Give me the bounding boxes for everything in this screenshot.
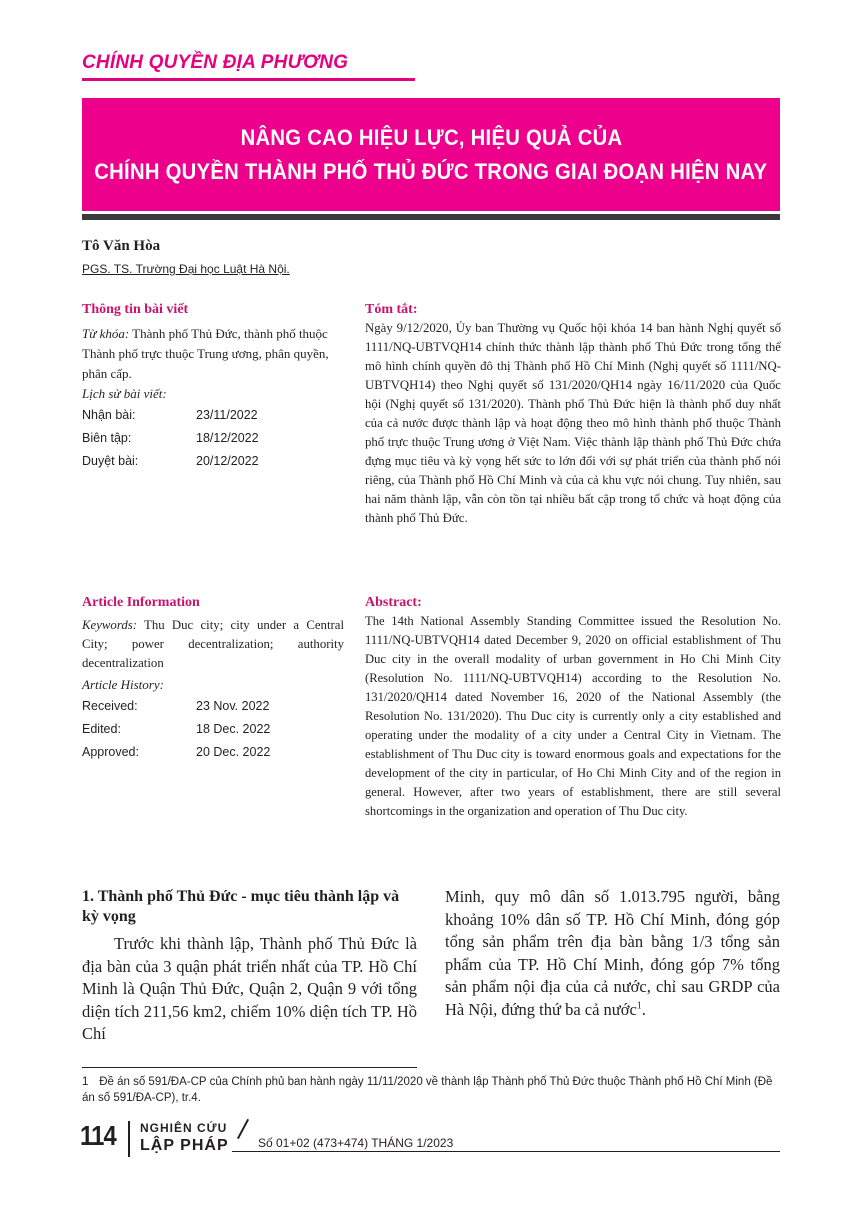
history-vi-row [82, 450, 344, 473]
abstract-vi [365, 300, 781, 528]
footnote-rule [82, 1067, 417, 1068]
keywords-en-text: Thu Duc city; city under a Central City; power decentralization; authority decentralization [82, 618, 344, 670]
title-box [82, 98, 780, 211]
footer-divider [128, 1121, 130, 1157]
article-info-en [82, 593, 344, 764]
history-vi-row-date: 20/12/2022 [196, 454, 259, 468]
footnote [82, 1074, 780, 1106]
section-label: CHÍNH QUYỀN ĐỊA PHƯƠNG [82, 52, 349, 73]
footnote-number: 1 [82, 1076, 89, 1088]
keywords-vi [82, 324, 344, 384]
issue-info: Số 01+02 (473+474) THÁNG 1/2023 [258, 1136, 454, 1150]
body-right-text: Minh, quy mô dân số 1.013.795 người, bằng khoảng 10% dân số TP. Hồ Chí Minh, đóng góp tổng sản phẩm trên địa bàn bằng 1/3 tổng sản phẩm của TP. Hồ Chí Minh, đóng góp 7% tổng sản phẩm nội địa của cả nước, chỉ sau GRDP của Hà Nội, đứng thứ ba cả nước [445, 887, 780, 1019]
author-name: Tô Văn Hòa [82, 238, 161, 254]
title-line-2: CHÍNH QUYỀN THÀNH PHỐ THỦ ĐỨC TRONG GIAI ĐOẠN HIỆN NAY [94, 158, 768, 184]
article-info-vi-heading: Thông tin bài viết [82, 302, 189, 317]
abstract-en-text: The 14th National Assembly Standing Committee issued the Resolution No. 1111/NQ-UBTVQH14 dated December 9, 2020 on official establishment of Thu Duc city in the overall modality of urban government in Ho Chi Minh City (Resolution No. 1111/NQ-UBTVQH14) according to the Resolution No. 131/2020/QH14 dated November 16, 2020 of the National Assembly (the Resolution No. 131/2020). Thu Duc city is currently only a city established and operating under the modality of a city under a Central City in Vietnam. The establishment of Thu Duc city is toward enormous goals and expectations for the development of the city in particular, of Ho Chi Minh City and of the region in general. However, after two years of establishment, there are still several shortcomings in the organization and operation of Thu Duc city. [365, 614, 781, 818]
author-affiliation: PGS. TS. Trường Đại học Luật Hà Nội. [82, 262, 290, 276]
history-vi-row-label: Duyệt bài: [82, 454, 139, 468]
journal-name-line-2: LẬP PHÁP [140, 1137, 229, 1154]
history-en-row [82, 695, 344, 718]
history-vi-label: Lịch sử bài viết: [82, 386, 167, 401]
history-en-row-date: 18 Dec. 2022 [196, 722, 271, 736]
history-en-row-label: Approved: [82, 745, 139, 759]
abstract-en-heading: Abstract: [365, 595, 422, 610]
history-en-row [82, 741, 344, 764]
history-vi-row-date: 23/11/2022 [196, 408, 258, 422]
footnote-ref[interactable]: 1 [636, 1000, 642, 1011]
history-vi-row [82, 404, 344, 427]
body-left-column [82, 887, 417, 1046]
history-vi-row [82, 427, 344, 450]
history-en-row-label: Received: [82, 699, 138, 713]
abstract-en [365, 593, 781, 821]
page-number: 114 [80, 1120, 116, 1151]
abstract-vi-text: Ngày 9/12/2020, Ủy ban Thường vụ Quốc hội khóa 14 ban hành Nghị quyết số 1111/NQ-UBTVQH14 chính thức thành lập thành phố Thủ Đức trong tổng thể mô hình chính quyền đô thị Thành phố Hồ Chí Minh (Nghị quyết số 1111/NQ-UBTVQH14) theo Nghị quyết số 131/2020/QH14 ngày 16/11/2020 của Quốc hội (Nghị quyết số 131/2020). Thành phố Thủ Đức hiện là thành phố duy nhất của cả nước được thành lập và hoạt động theo mô hình thành phố thuộc Thành phố trực thuộc Trung ương ở Việt Nam. Việc thành lập thành phố Thủ Đức chứa đựng mục tiêu và kỳ vọng hết sức to lớn đối với sự phát triển của thành phố nói riêng, của Thành phố Hồ Chí Minh và của cả khu vực nói chung. Tuy nhiên, sau hai năm thành lập, vẫn còn tồn tại nhiều bất cập trong tổ chức và hoạt động của thành phố Thủ Đức. [365, 321, 781, 525]
history-en-row-date: 20 Dec. 2022 [196, 745, 271, 759]
section-rule [82, 78, 415, 81]
keywords-en [82, 616, 344, 673]
article-info-vi [82, 300, 344, 473]
history-vi-row-label: Nhận bài: [82, 408, 136, 422]
title-line-1: NÂNG CAO HIỆU LỰC, HIỆU QUẢ CỦA [240, 124, 622, 150]
footer-line [232, 1151, 780, 1152]
footnote-text: Đề án số 591/ĐA-CP của Chính phủ ban hành ngày 11/11/2020 về thành lập Thành phố Thủ Đức thuộc Thành phố Hồ Chí Minh (Đề án số 591/ĐA-CP), tr.4. [82, 1076, 773, 1104]
abstract-vi-heading: Tóm tắt: [365, 302, 418, 317]
history-en-label: Article History: [82, 677, 164, 692]
body-right-column [445, 886, 780, 1021]
title-rule [82, 214, 780, 220]
history-vi-row-date: 18/12/2022 [196, 431, 259, 445]
body-left-text: Trước khi thành lập, Thành phố Thủ Đức là địa bàn của 3 quận phát triển nhất của TP. Hồ Chí Minh là Quận Thủ Đức, Quận 2, Quận 9 với tổng diện tích 211,56 km2, chiếm 10% diện tích TP. Hồ Chí [82, 934, 417, 1043]
history-en-row-date: 23 Nov. 2022 [196, 699, 270, 713]
article-info-en-heading: Article Information [82, 595, 200, 610]
history-vi-row-label: Biên tập: [82, 431, 132, 445]
history-en-row [82, 718, 344, 741]
journal-name-line-1: NGHIÊN CỨU [140, 1121, 228, 1135]
history-en-row-label: Edited: [82, 722, 121, 736]
footer-slash [237, 1119, 249, 1139]
keywords-en-label: Keywords: [82, 618, 137, 632]
keywords-vi-label: Từ khóa: [82, 326, 130, 341]
keywords-vi-text: Thành phố Thủ Đức, thành phố thuộc Thành phố trực thuộc Trung ương, phân quyền, phân cấp. [82, 326, 329, 381]
body-right-end: . [641, 999, 646, 1019]
section-heading: 1. Thành phố Thủ Đức - mục tiêu thành lập và kỳ vọng [82, 888, 400, 925]
